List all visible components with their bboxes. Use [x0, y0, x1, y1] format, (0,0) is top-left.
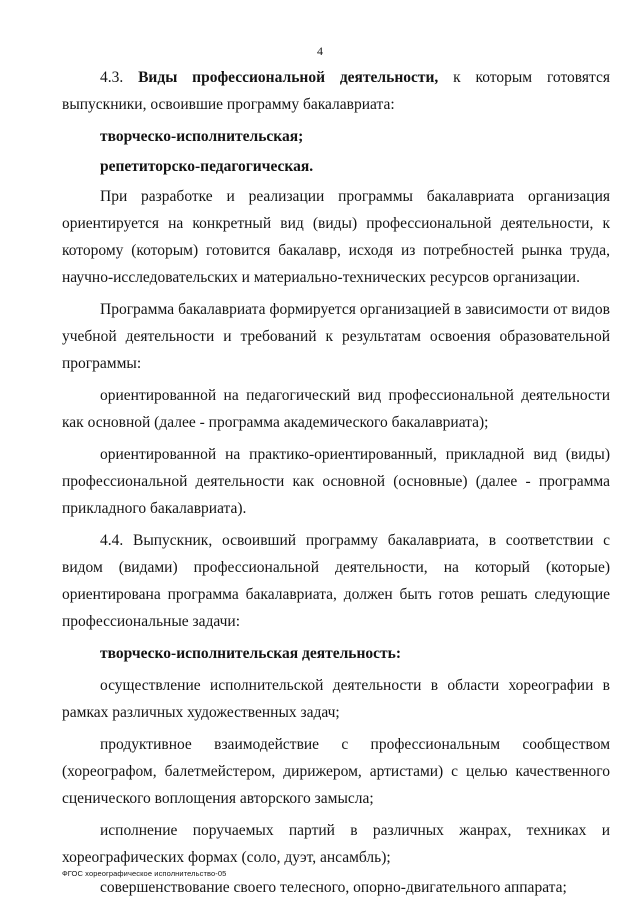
paragraph: При разработке и реализации программы бакалавриата организация ориентируется на конкретный вид (виды) профессиональной деятельности, к которому (которым) готовится бакалавр, исходя из потребностей рынка труда, научно-исследовательских и материально-технических ресурсов организации.	[62, 188, 610, 286]
activity-type-item: творческо-исполнительская;	[100, 128, 304, 145]
task-item: продуктивное взаимодействие с профессиональным сообществом (хореографом, балетмейстером, дирижером, артистами) с целью качественного сценического воплощения авторского замысла;	[62, 736, 610, 807]
document-body	[62, 64, 610, 901]
task-item: совершенствование своего телесного, опорно-двигательного аппарата;	[100, 879, 567, 896]
section-4-3-number: 4.3.	[100, 69, 124, 86]
section-4-4-heading: творческо-исполнительская деятельность:	[100, 645, 402, 662]
page-footer: ФГОС хореографическое исполнительство-05	[62, 869, 227, 878]
paragraph: Программа бакалавриата формируется организацией в зависимости от видов учебной деятельности и требований к результатам освоения образовательной программы:	[62, 301, 610, 372]
section-4-3-intro	[62, 64, 610, 118]
paragraph: ориентированной на практико-ориентированный, прикладной вид (виды) профессиональной деятельности как основной (основные) (далее - программа прикладного бакалавриата).	[62, 446, 610, 517]
section-4-4: 4.4. Выпускник, освоивший программу бакалавриата, в соответствии с видом (видами) профессиональной деятельности, на который (которые) ориентирована программа бакалавриата, должен быть готов решать следующие профессиональные задачи:	[62, 532, 610, 630]
activity-type-item: репетиторско-педагогическая.	[100, 158, 314, 175]
paragraph: ориентированной на педагогический вид профессиональной деятельности как основной (далее - программа академического бакалавриата);	[62, 387, 610, 431]
task-item: осуществление исполнительской деятельности в области хореографии в рамках различных художественных задач;	[62, 677, 610, 721]
page-number: 4	[317, 44, 323, 58]
section-4-3-text: к которым готовятся выпускники, освоившие программу бакалавриата:	[62, 69, 610, 113]
task-item: исполнение поручаемых партий в различных жанрах, техниках и хореографических формах (соло, дуэт, ансамбль);	[62, 822, 610, 866]
section-4-3-title: Виды профессиональной деятельности,	[138, 69, 439, 86]
